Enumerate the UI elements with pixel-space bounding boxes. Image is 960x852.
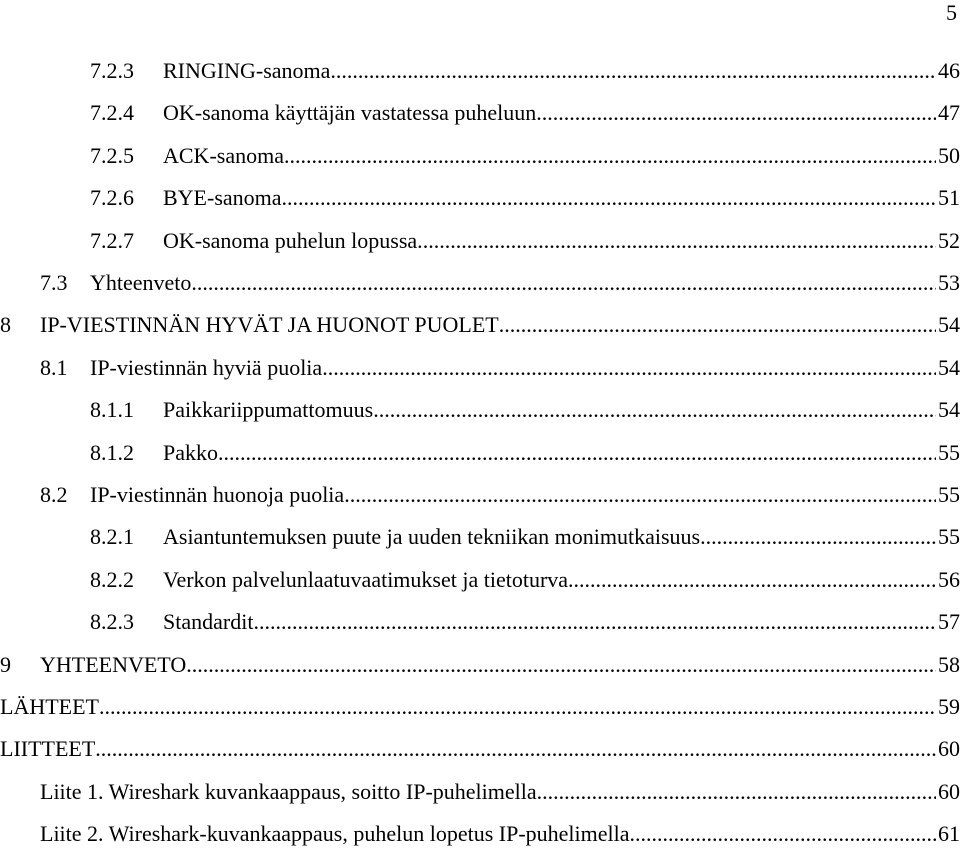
toc-dot-leader	[542, 777, 936, 807]
toc-entry[interactable]	[0, 98, 960, 128]
toc-entry-title: YHTEENVETO	[40, 652, 187, 677]
toc-entry-title: Paikkariippumattomuus	[163, 397, 374, 422]
toc-dot-leader	[282, 183, 936, 213]
toc-dot-leader	[186, 650, 936, 680]
toc-entry-page: 60	[938, 779, 960, 804]
toc-dot-leader	[635, 819, 936, 849]
toc-entry-number: 7.2.7	[90, 228, 134, 253]
toc-dot-leader	[700, 522, 936, 552]
toc-dot-leader	[568, 565, 936, 595]
toc-entry-page: 59	[938, 694, 960, 719]
toc-entry-page: 52	[938, 228, 960, 253]
toc-entry-page: 46	[938, 58, 960, 83]
toc-entry-page: 54	[938, 312, 960, 337]
toc-entry-page: 51	[938, 185, 960, 210]
toc-entry-number: 7.2.3	[90, 58, 134, 83]
toc-dot-leader	[423, 226, 936, 256]
toc-entry[interactable]	[0, 395, 960, 425]
toc-entry-number: 7.2.4	[90, 100, 134, 125]
toc-entry-title: LÄHTEET	[0, 694, 99, 719]
toc-dot-leader	[191, 268, 936, 298]
toc-entry-title: IP-VIESTINNÄN HYVÄT JA HUONOT PUOLET	[40, 312, 499, 337]
toc-entry[interactable]	[0, 226, 960, 256]
toc-entry[interactable]	[0, 480, 960, 510]
toc-entry[interactable]	[0, 819, 960, 849]
toc-entry-page: 60	[938, 736, 960, 761]
toc-entry-number: 8.2.2	[90, 567, 134, 592]
page-number: 5	[946, 0, 957, 25]
toc-dot-leader	[499, 310, 936, 340]
toc-entry-title: LIITTEET	[0, 736, 96, 761]
toc-entry[interactable]	[0, 734, 960, 764]
toc-entry[interactable]	[0, 522, 960, 552]
toc-entry-title: IP-viestinnän hyviä puolia	[90, 355, 323, 380]
toc-dot-leader	[99, 692, 936, 722]
toc-entry-page: 47	[938, 100, 960, 125]
toc-entry-number: 8.2.1	[90, 524, 134, 549]
toc-entry-title: OK-sanoma käyttäjän vastatessa puheluun	[163, 100, 537, 125]
toc-entry[interactable]	[0, 268, 960, 298]
toc-entry-page: 54	[938, 355, 960, 380]
toc-entry-number: 9	[0, 652, 11, 677]
toc-entry[interactable]	[0, 650, 960, 680]
toc-entry-title: Yhteenveto	[90, 270, 192, 295]
toc-entry-page: 55	[938, 482, 960, 507]
toc-dot-leader	[218, 438, 936, 468]
toc-entry-title: OK-sanoma puhelun lopussa.	[163, 228, 423, 253]
toc-entry-number: 7.2.6	[90, 185, 134, 210]
toc-entry[interactable]	[0, 438, 960, 468]
toc-entry[interactable]	[0, 56, 960, 86]
toc-entry-page: 61	[938, 821, 960, 846]
toc-dot-leader	[95, 734, 936, 764]
toc-dot-leader	[536, 98, 936, 128]
toc-dot-leader	[322, 353, 936, 383]
toc-entry[interactable]	[0, 183, 960, 213]
toc-dot-leader	[373, 395, 936, 425]
toc-entry-title: Standardit	[163, 609, 254, 634]
toc-entry-title: IP-viestinnän huonoja puolia	[90, 482, 345, 507]
toc-entry[interactable]	[0, 141, 960, 171]
toc-entry-title: Pakko	[163, 440, 218, 465]
toc-entry-title: Liite 1. Wireshark kuvankaappaus, soitto IP-puhelimella.	[40, 779, 543, 804]
toc-entry-number: 8.2.3	[90, 609, 134, 634]
toc-entry-page: 55	[938, 524, 960, 549]
toc-entry-number: 7.2.5	[90, 143, 134, 168]
toc-entry-title: RINGING-sanoma	[163, 58, 331, 83]
toc-entry-page: 54	[938, 397, 960, 422]
toc-dot-leader	[284, 141, 936, 171]
toc-entry-page: 56	[938, 567, 960, 592]
toc-entry[interactable]	[0, 777, 960, 807]
toc-entry-number: 8	[0, 312, 11, 337]
toc-entry[interactable]	[0, 310, 960, 340]
toc-entry-title: Liite 2. Wireshark-kuvankaappaus, puhelun lopetus IP-puhelimella.	[40, 821, 635, 846]
toc-entry-number: 8.1.2	[90, 440, 134, 465]
toc-entry-page: 58	[938, 652, 960, 677]
toc-entry[interactable]	[0, 353, 960, 383]
toc-entry[interactable]	[0, 607, 960, 637]
toc-entry-number: 7.3	[40, 270, 68, 295]
toc-entry-number: 8.1	[40, 355, 68, 380]
toc-entry-page: 50	[938, 143, 960, 168]
toc-dot-leader	[253, 607, 936, 637]
toc-entry-title: ACK-sanoma	[163, 143, 284, 168]
toc-entry-number: 8.1.1	[90, 397, 134, 422]
toc-entry-page: 57	[938, 609, 960, 634]
toc-entry[interactable]	[0, 692, 960, 722]
toc-entry-title: BYE-sanoma	[163, 185, 282, 210]
toc-entry-number: 8.2	[40, 482, 68, 507]
toc-entry-page: 53	[938, 270, 960, 295]
toc-entry-page: 55	[938, 440, 960, 465]
toc-entry-title: Asiantuntemuksen puute ja uuden tekniikan monimutkaisuus	[163, 524, 701, 549]
toc-entry-title: Verkon palvelunlaatuvaatimukset ja tietoturva	[163, 567, 569, 592]
toc-dot-leader	[330, 56, 936, 86]
toc-entry[interactable]	[0, 565, 960, 595]
toc-dot-leader	[344, 480, 936, 510]
